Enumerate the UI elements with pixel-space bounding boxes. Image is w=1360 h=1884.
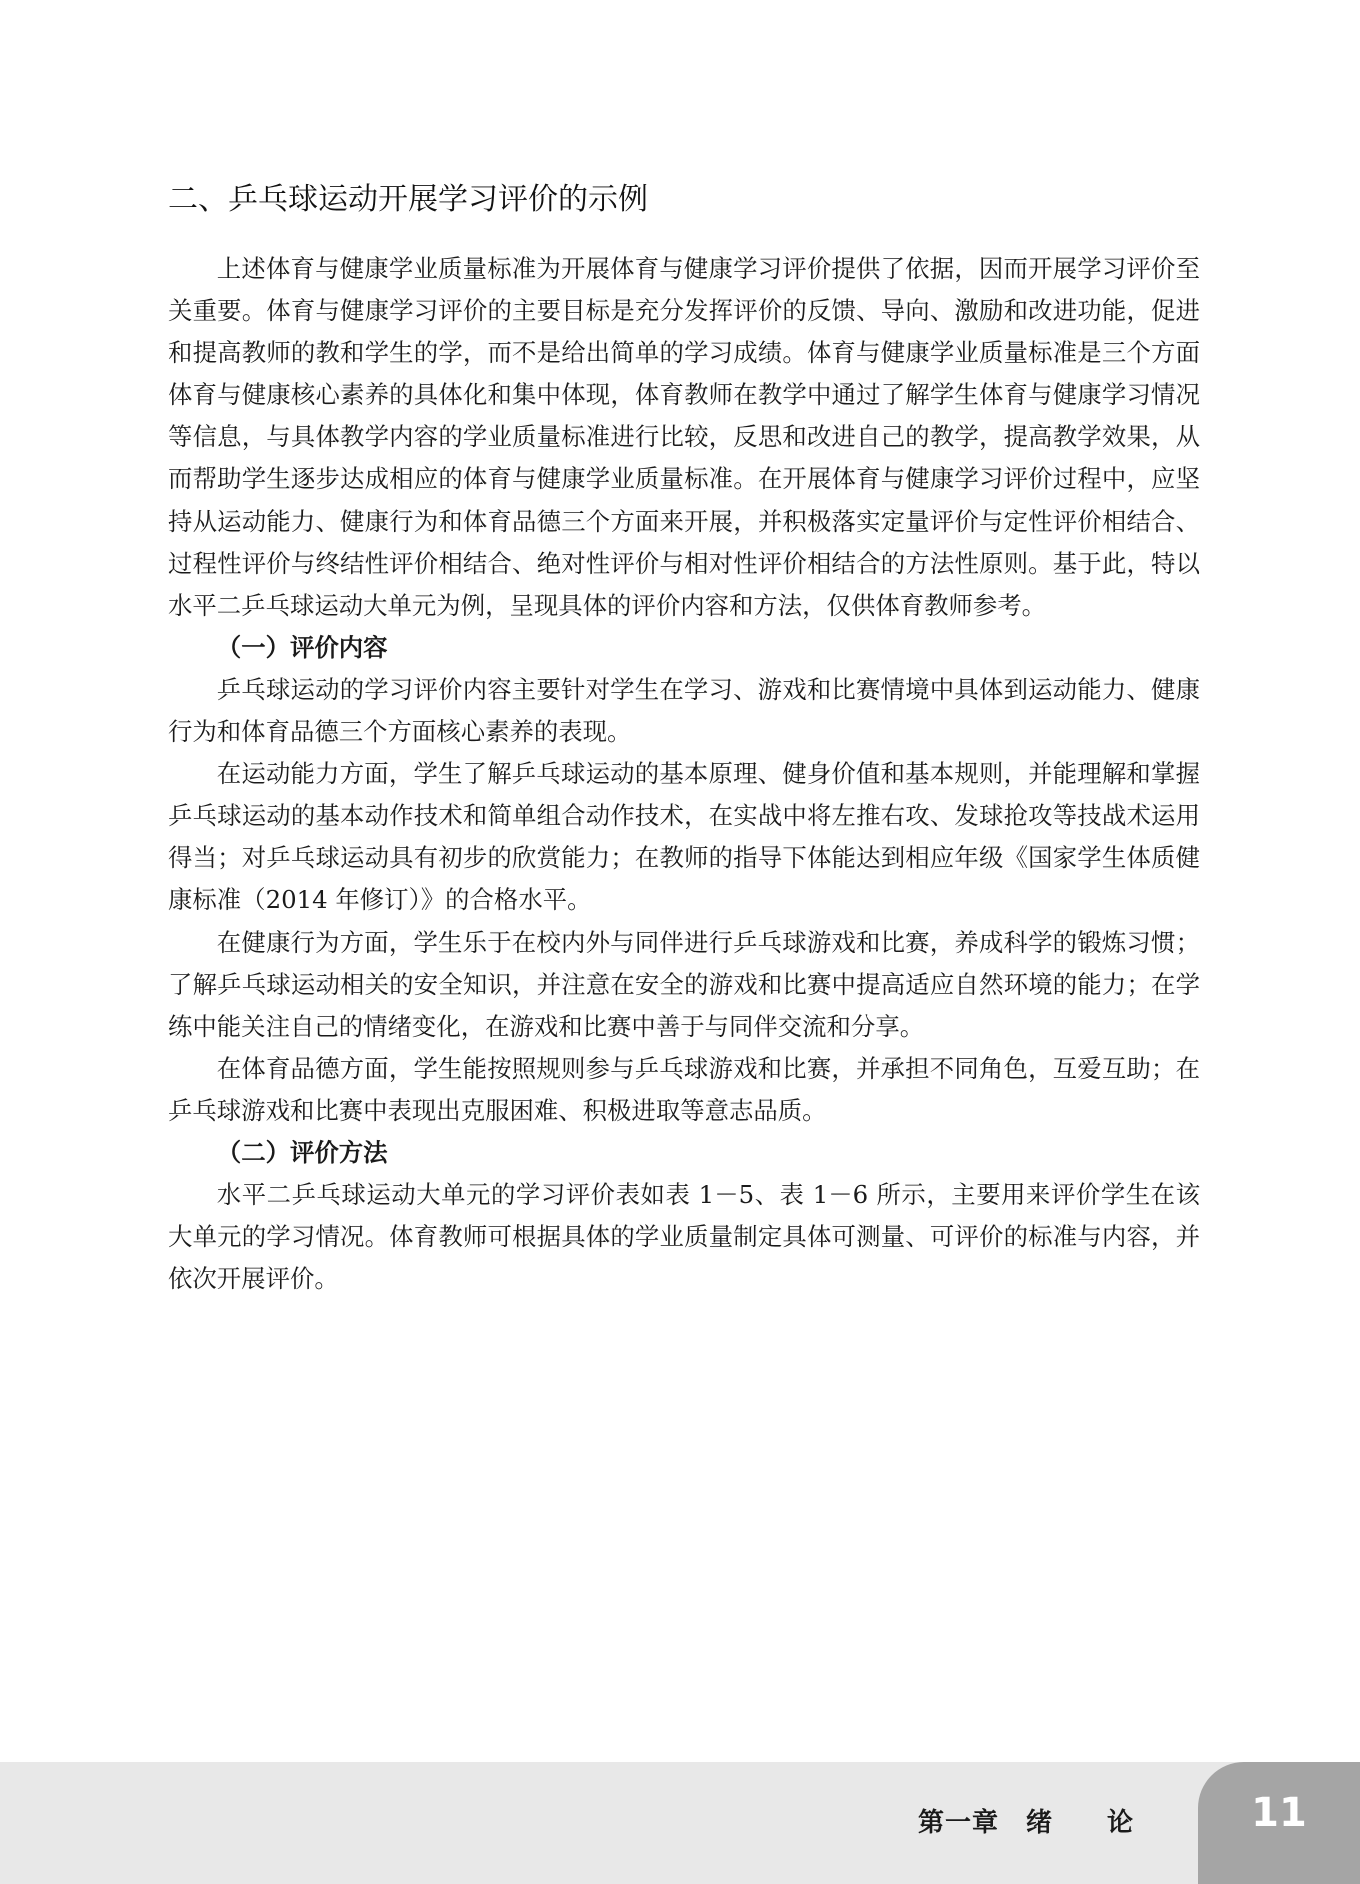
section-title: 二、乒乓球运动开展学习评价的示例 bbox=[168, 182, 648, 217]
intro-paragraph: 上述体育与健康学业质量标准为开展体育与健康学习评价提供了依据，因而开展学习评价至关重要。体育与健康学习评价的主要目标是充分发挥评价的反馈、导向、激励和改进功能，促进和提高教师的教和学生的学，而不是给出简单的学习成绩。体育与健康学业质量标准是三个方面体育与健康核心素养的具体化和集中体现，体育教师在教学中通过了解学生体育与健康学习情况等信息，与具体教学内容的学业质量标准进行比较，反思和改进自己的教学，提高教学效果，从而帮助学生逐步达成相应的体育与健康学业质量标准。在开展体育与健康学习评价过程中，应坚持从运动能力、健康行为和体育品德三个方面来开展，并积极落实定量评价与定性评价相结合、过程性评价与终结性评价相结合、绝对性评价与相对性评价相结合的方法性原则。基于此，特以水平二乒乓球运动大单元为例，呈现具体的评价内容和方法，仅供体育教师参考。 bbox=[168, 254, 1200, 620]
content-subheading: （一）评价内容 bbox=[216, 632, 388, 662]
ability-paragraph: 在运动能力方面，学生了解乒乓球运动的基本原理、健身价值和基本规则，并能理解和掌握乒乓球运动的基本动作技术和简单组合动作技术，在实战中将左推右攻、发球抢攻等技战术运用得当；对乒乓球运动具有初步的欣赏能力；在教师的指导下体能达到相应年级《国家学生体质健康标准（2014 年修订）》的合格水平。 bbox=[168, 759, 1200, 915]
page-body bbox=[168, 170, 1200, 1300]
content-overview-paragraph: 乒乓球运动的学习评价内容主要针对学生在学习、游戏和比赛情境中具体到运动能力、健康行为和体育品德三个方面核心素养的表现。 bbox=[168, 674, 1200, 747]
method-subheading: （二）评价方法 bbox=[216, 1137, 388, 1167]
page-number-tab bbox=[1198, 1762, 1360, 1884]
chapter-label: 第一章 绪 论 bbox=[917, 1808, 1134, 1838]
ethics-paragraph: 在体育品德方面，学生能按照规则参与乒乓球游戏和比赛，并承担不同角色，互爱互助；在乒乓球游戏和比赛中表现出克服困难、积极进取等意志品质。 bbox=[168, 1053, 1200, 1125]
method-paragraph: 水平二乒乓球运动大单元的学习评价表如表 1－5、表 1－6 所示，主要用来评价学生在该大单元的学习情况。体育教师可根据具体的学业质量制定具体可测量、可评价的标准与内容，并依次开展评价。 bbox=[168, 1180, 1200, 1294]
health-paragraph: 在健康行为方面，学生乐于在校内外与同伴进行乒乓球游戏和比赛，养成科学的锻炼习惯；了解乒乓球运动相关的安全知识，并注意在安全的游戏和比赛中提高适应自然环境的能力；在学练中能关注自己的情绪变化，在游戏和比赛中善于与同伴交流和分享。 bbox=[168, 927, 1200, 1041]
page-footer bbox=[0, 1762, 1360, 1884]
page-number: 11 bbox=[1251, 1790, 1307, 1836]
